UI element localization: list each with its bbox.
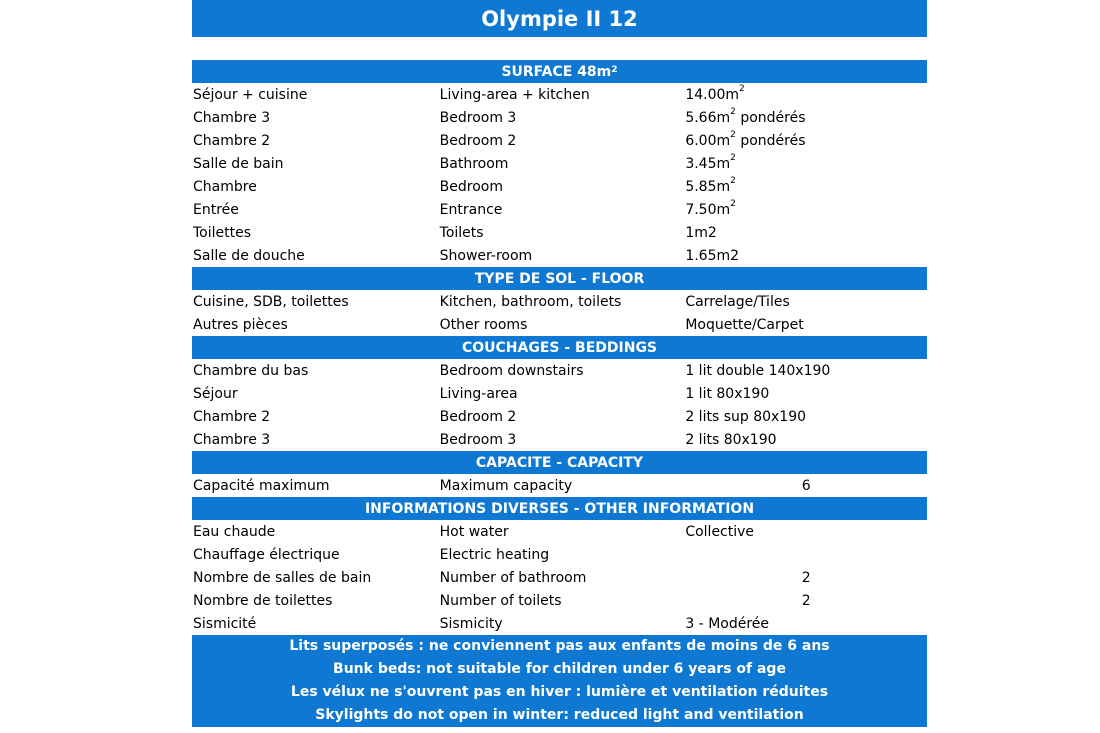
table-row xyxy=(192,221,927,244)
cell-en: Bedroom 2 xyxy=(439,132,517,149)
table-row xyxy=(192,520,927,543)
notes-banner xyxy=(192,635,927,727)
cell-fr: Chambre 2 xyxy=(193,132,271,149)
table-row xyxy=(192,152,927,175)
cell-fr: Chambre 3 xyxy=(193,431,271,448)
cell-en: Toilets xyxy=(439,224,484,241)
cell-fr: Eau chaude xyxy=(193,523,276,540)
cell-en: Bedroom 3 xyxy=(439,109,517,126)
cell-fr: Salle de douche xyxy=(193,247,305,264)
cell-value: 6 xyxy=(801,477,811,494)
cell-fr: Séjour xyxy=(193,385,238,402)
cell-value: 1m2 xyxy=(685,224,717,241)
cell-en: Living-area + kitchen xyxy=(439,86,590,103)
page-title: Olympie II 12 xyxy=(192,0,927,37)
cell-en: Bedroom 2 xyxy=(439,408,517,425)
cell-value: 2 xyxy=(801,592,811,609)
table-row xyxy=(192,198,927,221)
cell-en: Hot water xyxy=(439,523,509,540)
note-bunk-beds-en: Bunk beds: not suitable for children under 6 years of age xyxy=(333,661,786,677)
cell-fr: Chambre xyxy=(193,178,257,195)
cell-value: $5.66m^2$ pondérés xyxy=(685,106,806,126)
cell-fr: Chambre 2 xyxy=(193,408,271,425)
cell-value: 2 lits 80x190 xyxy=(685,431,777,448)
table-row xyxy=(192,83,927,106)
cell-en: Other rooms xyxy=(439,316,528,333)
cell-en: Bedroom 3 xyxy=(439,431,517,448)
cell-fr: Sismicité xyxy=(193,615,257,632)
cell-value: $14.00m^2$ xyxy=(685,83,745,103)
table-row xyxy=(192,129,927,152)
table-row xyxy=(192,474,927,497)
cell-fr: Chambre du bas xyxy=(193,362,309,379)
cell-en: Sismicity xyxy=(439,615,503,632)
cell-fr: Autres pièces xyxy=(193,316,288,333)
cell-fr: Chauffage électrique xyxy=(193,546,340,563)
cell-value: 1.65m2 xyxy=(685,247,740,264)
cell-en: Electric heating xyxy=(439,546,550,563)
cell-value: Moquette/Carpet xyxy=(685,316,804,333)
cell-fr: Toilettes xyxy=(193,224,252,241)
table-row xyxy=(192,313,927,336)
table-row xyxy=(192,543,927,566)
section-header-beddings: COUCHAGES - BEDDINGS xyxy=(192,336,927,359)
table-row xyxy=(192,405,927,428)
cell-en: Living-area xyxy=(439,385,518,402)
note-skylights-en: Skylights do not open in winter: reduced light and ventilation xyxy=(315,707,804,723)
cell-value: $5.85m^2$ xyxy=(685,175,736,195)
table-row xyxy=(192,175,927,198)
table-row xyxy=(192,359,927,382)
table-row xyxy=(192,382,927,405)
cell-value: 1 lit double 140x190 xyxy=(685,362,831,379)
cell-en: Bedroom downstairs xyxy=(439,362,584,379)
section-header-capacity: CAPACITE - CAPACITY xyxy=(192,451,927,474)
note-bunk-beds-fr: Lits superposés : ne conviennent pas aux enfants de moins de 6 ans xyxy=(289,638,830,654)
cell-value: 2 xyxy=(801,569,811,586)
surface-header-label: SURFACE 48m xyxy=(501,63,612,80)
cell-fr: Séjour + cuisine xyxy=(193,86,308,103)
section-header-surface: SURFACE 48m $^2$ xyxy=(192,60,927,83)
cell-value: $6.00m^2$ pondérés xyxy=(685,129,806,149)
section-header-info: INFORMATIONS DIVERSES - OTHER INFORMATION xyxy=(192,497,927,520)
cell-fr: Salle de bain xyxy=(193,155,284,172)
table-row xyxy=(192,244,927,267)
cell-fr: Nombre de toilettes xyxy=(193,592,333,609)
cell-value: Carrelage/Tiles xyxy=(685,293,790,310)
cell-en: Bathroom xyxy=(439,155,509,172)
cell-fr: Capacité maximum xyxy=(193,477,330,494)
cell-value: $7.50m^2$ xyxy=(685,198,736,218)
section-header-floor: TYPE DE SOL - FLOOR xyxy=(192,267,927,290)
cell-value: 1 lit 80x190 xyxy=(685,385,770,402)
cell-value: 2 lits sup 80x190 xyxy=(685,408,807,425)
table-row xyxy=(192,612,927,635)
cell-value: $3.45m^2$ xyxy=(685,152,736,172)
table-row xyxy=(192,290,927,313)
cell-en: Bedroom xyxy=(439,178,503,195)
cell-fr: Entrée xyxy=(193,201,239,218)
cell-en: Kitchen, bathroom, toilets xyxy=(439,293,622,310)
details-table xyxy=(192,60,927,635)
cell-en: Number of bathroom xyxy=(439,569,587,586)
note-skylights-fr: Les vélux ne s'ouvrent pas en hiver : lumière et ventilation réduites xyxy=(290,684,829,700)
cell-en: Shower-room xyxy=(439,247,533,264)
table-row xyxy=(192,566,927,589)
cell-value: Collective xyxy=(685,523,755,540)
cell-en: Entrance xyxy=(439,201,503,218)
cell-en: Maximum capacity xyxy=(439,477,573,494)
cell-fr: Cuisine, SDB, toilettes xyxy=(193,293,349,310)
table-row xyxy=(192,589,927,612)
table-row xyxy=(192,428,927,451)
cell-fr: Nombre de salles de bain xyxy=(193,569,372,586)
table-row xyxy=(192,106,927,129)
cell-fr: Chambre 3 xyxy=(193,109,271,126)
cell-value: 3 - Modérée xyxy=(685,615,770,632)
cell-en: Number of toilets xyxy=(439,592,562,609)
